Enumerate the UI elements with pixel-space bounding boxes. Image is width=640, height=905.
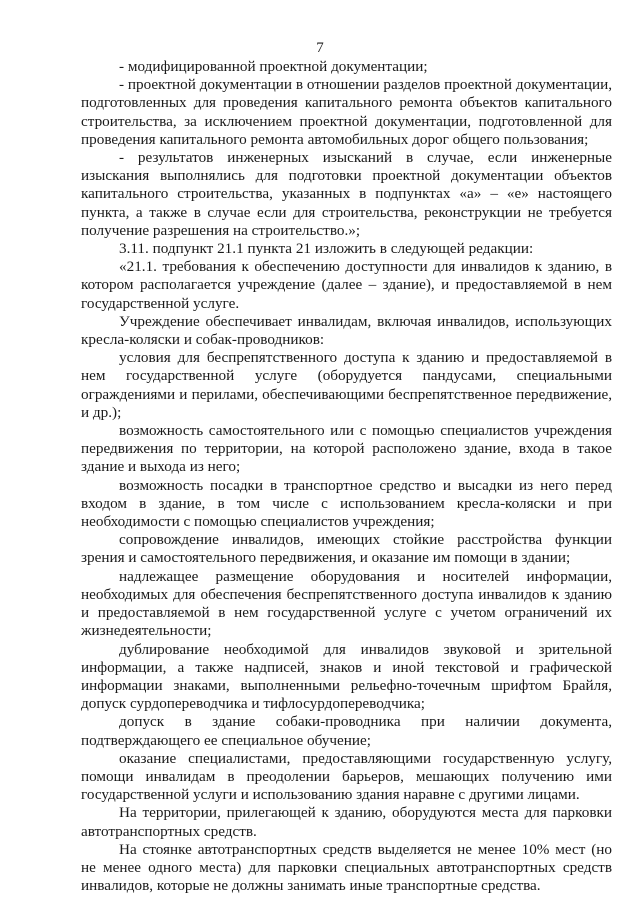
- paragraph: сопровождение инвалидов, имеющих стойкие расстройства функции зрения и самостоятельного передвижения, и оказание им помощи в здании;: [81, 531, 612, 567]
- paragraph: На территории, прилегающей к зданию, оборудуются места для парковки автотранспортных средств.: [81, 804, 612, 840]
- paragraph: возможность посадки в транспортное средство и высадки из него перед входом в здание, в том числе с использованием кресла-коляски и при необходимости с помощью специалистов учреждения;: [81, 476, 612, 531]
- paragraph: оказание специалистами, предоставляющими государственную услугу, помощи инвалидам в преодолении барьеров, мешающих получению ими государственной услуги и использованию здания наравне с другими лицами.: [81, 749, 612, 804]
- paragraph: На стоянке автотранспортных средств выделяется не менее 10% мест (но не менее одного места) для парковки специальных автотранспортных средств инвалидов, которые не должны занимать иные транспортные средства.: [81, 840, 612, 895]
- paragraph: «21.1. требования к обеспечению доступности для инвалидов к зданию, в котором располагается учреждение (далее – здание), и предоставляемой в нем государственной услуге.: [81, 258, 612, 312]
- document-body: [81, 58, 612, 895]
- paragraph: допуск в здание собаки-проводника при наличии документа, подтверждающего ее специальное обучение;: [81, 713, 612, 749]
- paragraph: - проектной документации в отношении разделов проектной документации, подготовленных для проведения капитального ремонта объектов капитального строительства, за исключением проектной документации, подготовленной для проведения капитального ремонта автомобильных дорог общего пользования;: [81, 76, 612, 148]
- page-number: 7: [316, 40, 324, 56]
- paragraph: Учреждение обеспечивает инвалидам, включая инвалидов, использующих кресла-коляски и собак-проводников:: [81, 312, 612, 349]
- paragraph: 3.11. подпункт 21.1 пункта 21 изложить в следующей редакции:: [119, 240, 534, 258]
- paragraph: - результатов инженерных изысканий в случае, если инженерные изыскания выполнялись для подготовки проектной документации объектов капитального строительства, указанных в подпунктах «а» – «е» настоящего пункта, а также в случае если для строительства, реконструкции не требуется получение разрешения на строительство.»;: [81, 149, 612, 239]
- paragraph: возможность самостоятельного или с помощью специалистов учреждения передвижения по территории, на которой расположено здание, входа в такое здание и выхода из него;: [81, 422, 612, 476]
- paragraph: условия для беспрепятственного доступа к зданию и предоставляемой в нем государственной услуге (оборудуется пандусами, специальными ограждениями и перилами, обеспечивающими беспрепятственное передвижение, и др.);: [81, 349, 612, 421]
- paragraph: надлежащее размещение оборудования и носителей информации, необходимых для обеспечения беспрепятственного доступа инвалидов к зданию и предоставляемой в нем государственной услуге с учетом ограничений их жизнедеятельности;: [81, 567, 612, 640]
- paragraph: дублирование необходимой для инвалидов звуковой и зрительной информации, а также надписей, знаков и иной текстовой и графической информации знаками, выполненными рельефно-точечным шрифтом Брайля, допуск сурдопереводчика и тифлосурдопереводчика;: [81, 640, 612, 713]
- paragraph: - модифицированной проектной документации;: [119, 58, 428, 75]
